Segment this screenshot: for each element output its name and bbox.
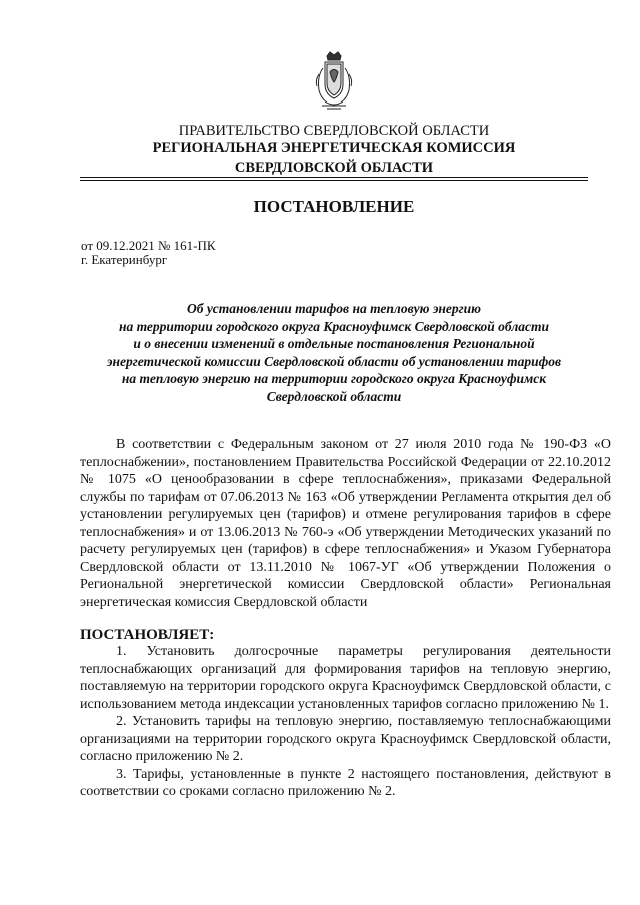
document-date-number: от 09.12.2021 № 161-ПК bbox=[81, 238, 216, 253]
document-city: г. Екатеринбург bbox=[81, 252, 168, 267]
subject-line: Свердловской области bbox=[266, 388, 402, 404]
subject-line: на тепловую энергию на территории городского округа Красноуфимск bbox=[121, 371, 547, 387]
subject-line: на территории городского округа Красноуфимск Свердловской области bbox=[118, 318, 550, 334]
resolves-heading: ПОСТАНОВЛЯЕТ: bbox=[80, 627, 215, 643]
government-name: ПРАВИТЕЛЬСТВО СВЕРДЛОВСКОЙ ОБЛАСТИ bbox=[178, 123, 490, 139]
header-divider-top bbox=[80, 177, 588, 178]
header-divider-bottom bbox=[80, 180, 588, 181]
coat-of-arms-icon bbox=[313, 50, 355, 112]
resolution-items bbox=[80, 643, 611, 801]
preamble-paragraph: В соответствии с Федеральным законом от 27 июля 2010 года № 190-ФЗ «О теплоснабжении», постановлением Правительства Российской Федерации от 22.10.2012 № 1075 «О ценообразовании в сфере теплоснабжения», приказами Федеральной службы по тарифам от 07.06.2013 № 163 «Об утверждении Регламента открытия дел об установлении регулируемых цен (тарифов) и отмене регулирования тарифов в сфере теплоснабжения» и от 13.06.2013 № 760-э «Об утверждении Методических указаний по расчету регулируемых цен (тарифов) в сфере теплоснабжения» и Указом Губернатора Свердловской области от 13.11.2010 № 1067-УГ «Об утверждении Положения о Региональной энергетической комиссии Свердловской области» Региональная энергетическая комиссия Свердловской области bbox=[80, 437, 611, 610]
resolution-item-2: 2. Установить тарифы на тепловую энергию, поставляемую теплоснабжающими организациями на территории городского округа Красноуфимск Свердловской области, согласно приложению № 2. bbox=[80, 714, 611, 764]
commission-name-line2: СВЕРДЛОВСКОЙ ОБЛАСТИ bbox=[234, 160, 434, 176]
preamble-section bbox=[80, 436, 611, 611]
document-subject bbox=[80, 300, 588, 406]
resolution-item-1: 1. Установить долгосрочные параметры регулирования деятельности теплоснабжающих организаций для формирования тарифов на тепловую энергию, поставляемую на территории городского округа Красноуфимск Свердловской области, с использованием метода индексации установленных тарифов согласно приложению № 1. bbox=[80, 644, 611, 712]
subject-line: Об установлении тарифов на тепловую энергию bbox=[186, 301, 482, 316]
commission-name-line1: РЕГИОНАЛЬНАЯ ЭНЕРГЕТИЧЕСКАЯ КОМИССИЯ bbox=[152, 140, 516, 156]
document-title: ПОСТАНОВЛЕНИЕ bbox=[253, 197, 415, 216]
resolution-item-3: 3. Тарифы, установленные в пункте 2 настоящего постановления, действуют в соответствии со сроками согласно приложению № 2. bbox=[80, 766, 611, 799]
subject-line: и о внесении изменений в отдельные постановления Региональной bbox=[133, 336, 535, 352]
subject-line: энергетической комиссии Свердловской области об установлении тарифов bbox=[106, 353, 562, 369]
